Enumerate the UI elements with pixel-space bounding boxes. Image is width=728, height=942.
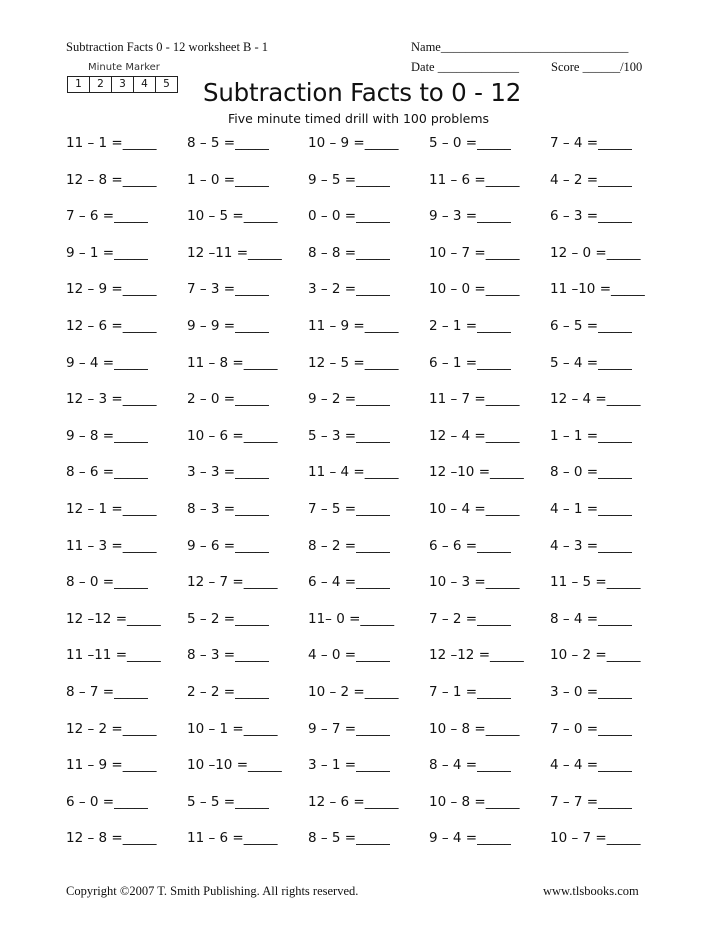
problem-item: 9 – 2 =_____ — [308, 391, 390, 408]
problem-item: 10 – 0 =_____ — [429, 281, 520, 298]
problem-item: 12 – 6 =_____ — [66, 317, 157, 334]
problem-item: 3 – 2 =_____ — [308, 281, 390, 298]
problem-item: 9 – 4 =_____ — [429, 830, 511, 847]
minute-marker-cell: 5 — [163, 78, 170, 90]
problem-item: 10 – 9 =_____ — [308, 135, 399, 151]
problem-item: 10 – 2 =_____ — [550, 647, 641, 664]
problem-item: 12 –10 =_____ — [429, 464, 524, 481]
problem-item: 12 –12 =_____ — [66, 610, 161, 627]
problem-item: 5 – 3 =_____ — [308, 427, 390, 444]
problem-item: 8 – 3 =_____ — [187, 500, 269, 517]
problem-row — [66, 355, 678, 392]
problem-item: 12 – 2 =_____ — [66, 720, 157, 737]
problem-item: 10 –10 =_____ — [187, 757, 282, 774]
name-field: Name______________________________ — [411, 40, 629, 54]
problem-item: 12 – 3 =_____ — [66, 391, 157, 408]
problem-row — [66, 611, 678, 648]
problem-item: 10 – 3 =_____ — [429, 574, 520, 591]
problem-item: 10 – 2 =_____ — [308, 683, 399, 700]
problem-item: 0 – 0 =_____ — [308, 208, 390, 225]
problem-item: 11 – 5 =_____ — [550, 574, 641, 591]
problem-item: 3 – 3 =_____ — [187, 464, 269, 481]
copyright-notice: Copyright ©2007 T. Smith Publishing. All rights reserved. — [66, 884, 359, 898]
problem-item: 11 – 9 =_____ — [66, 757, 157, 774]
problem-item: 3 – 1 =_____ — [308, 757, 390, 774]
problem-item: 9 – 5 =_____ — [308, 171, 390, 188]
date-field: Date _____________ — [411, 60, 519, 74]
problem-item: 7 – 7 =_____ — [550, 793, 632, 810]
problem-item: 2 – 1 =_____ — [429, 317, 511, 334]
problem-item: 11 –10 =_____ — [550, 281, 645, 298]
problem-item: 9 – 9 =_____ — [187, 317, 269, 334]
problem-row — [66, 794, 678, 831]
problem-item: 6 – 5 =_____ — [550, 317, 632, 334]
problem-row — [66, 830, 678, 867]
problem-item: 12 – 0 =_____ — [550, 244, 641, 261]
problem-item: 5 – 0 =_____ — [429, 135, 511, 151]
problem-item: 7 – 2 =_____ — [429, 610, 511, 627]
problem-grid — [66, 135, 678, 867]
problem-row — [66, 538, 678, 575]
problem-item: 7 – 4 =_____ — [550, 135, 632, 151]
problem-item: 7 – 0 =_____ — [550, 720, 632, 737]
problem-item: 11 –11 =_____ — [66, 647, 161, 664]
problem-item: 9 – 7 =_____ — [308, 720, 390, 737]
problem-item: 4 – 1 =_____ — [550, 500, 632, 517]
problem-row — [66, 208, 678, 245]
problem-item: 9 – 8 =_____ — [66, 427, 148, 444]
problem-item: 8 – 5 =_____ — [187, 135, 269, 151]
problem-item: 12 – 6 =_____ — [308, 793, 399, 810]
problem-row — [66, 391, 678, 428]
problem-item: 11 – 8 =_____ — [187, 354, 278, 371]
problem-item: 12 – 4 =_____ — [550, 391, 641, 408]
problem-item: 6 – 0 =_____ — [66, 793, 148, 810]
problem-item: 12 – 5 =_____ — [308, 354, 399, 371]
problem-item: 10 – 8 =_____ — [429, 720, 520, 737]
minute-marker-cell: 3 — [112, 77, 134, 92]
problem-item: 7 – 1 =_____ — [429, 683, 511, 700]
problem-item: 7 – 3 =_____ — [187, 281, 269, 298]
problem-row — [66, 647, 678, 684]
problem-item: 12 – 4 =_____ — [429, 427, 520, 444]
page-subtitle: Five minute timed drill with 100 problems — [228, 111, 490, 126]
problem-item: 12 –12 =_____ — [429, 647, 524, 664]
problem-item: 9 – 4 =_____ — [66, 354, 148, 371]
problem-item: 8 – 5 =_____ — [308, 830, 390, 847]
problem-item: 4 – 0 =_____ — [308, 647, 390, 664]
problem-item: 5 – 4 =_____ — [550, 354, 632, 371]
problem-item: 8 – 8 =_____ — [308, 244, 390, 261]
minute-marker-cell: 1 — [68, 77, 90, 92]
minute-marker-boxes — [67, 76, 178, 93]
minute-marker-label: Minute Marker — [88, 62, 160, 73]
problem-row — [66, 501, 678, 538]
problem-item: 11 – 4 =_____ — [308, 464, 399, 481]
problem-item: 11 – 9 =_____ — [308, 317, 399, 334]
problem-item: 1 – 1 =_____ — [550, 427, 632, 444]
problem-row — [66, 172, 678, 209]
problem-row — [66, 684, 678, 721]
problem-item: 11 – 7 =_____ — [429, 391, 520, 408]
problem-item: 12 – 9 =_____ — [66, 281, 157, 298]
problem-item: 6 – 6 =_____ — [429, 537, 511, 554]
problem-item: 10 – 4 =_____ — [429, 500, 520, 517]
minute-marker-cell: 2 — [90, 77, 112, 92]
problem-item: 2 – 0 =_____ — [187, 391, 269, 408]
problem-item: 10 – 6 =_____ — [187, 427, 278, 444]
problem-item: 3 – 0 =_____ — [550, 683, 632, 700]
problem-item: 10 – 5 =_____ — [187, 208, 278, 225]
problem-item: 5 – 5 =_____ — [187, 793, 269, 810]
problem-item: 6 – 4 =_____ — [308, 574, 390, 591]
problem-item: 4 – 2 =_____ — [550, 171, 632, 188]
problem-row — [66, 574, 678, 611]
problem-item: 11 – 6 =_____ — [187, 830, 278, 847]
website-link: www.tlsbooks.com — [543, 884, 639, 898]
problem-item: 8 – 0 =_____ — [550, 464, 632, 481]
minute-marker-cell: 4 — [134, 77, 156, 92]
problem-item: 12 – 8 =_____ — [66, 171, 157, 188]
problem-item: 10 – 7 =_____ — [429, 244, 520, 261]
problem-row — [66, 318, 678, 355]
problem-item: 7 – 6 =_____ — [66, 208, 148, 225]
problem-item: 8 – 2 =_____ — [308, 537, 390, 554]
problem-row — [66, 721, 678, 758]
problem-row — [66, 135, 678, 172]
problem-item: 4 – 4 =_____ — [550, 757, 632, 774]
problem-item: 10 – 1 =_____ — [187, 720, 278, 737]
worksheet-header-title: Subtraction Facts 0 - 12 worksheet B - 1 — [66, 40, 269, 54]
problem-item: 12 – 7 =_____ — [187, 574, 278, 591]
problem-item: 12 – 8 =_____ — [66, 830, 157, 847]
problem-item: 1 – 0 =_____ — [187, 171, 269, 188]
problem-item: 8 – 0 =_____ — [66, 574, 148, 591]
problem-item: 6 – 1 =_____ — [429, 354, 511, 371]
problem-row — [66, 757, 678, 794]
problem-row — [66, 245, 678, 282]
page-title: Subtraction Facts to 0 - 12 — [203, 78, 522, 107]
problem-row — [66, 281, 678, 318]
problem-item: 9 – 1 =_____ — [66, 244, 148, 261]
problem-item: 2 – 2 =_____ — [187, 683, 269, 700]
problem-item: 8 – 4 =_____ — [550, 610, 632, 627]
problem-item: 11 – 6 =_____ — [429, 171, 520, 188]
problem-item: 11 – 1 =_____ — [66, 135, 157, 151]
problem-item: 5 – 2 =_____ — [187, 610, 269, 627]
problem-item: 9 – 6 =_____ — [187, 537, 269, 554]
problem-row — [66, 464, 678, 501]
problem-item: 8 – 3 =_____ — [187, 647, 269, 664]
problem-item: 8 – 7 =_____ — [66, 683, 148, 700]
problem-item: 8 – 6 =_____ — [66, 464, 148, 481]
problem-item: 6 – 3 =_____ — [550, 208, 632, 225]
problem-item: 9 – 3 =_____ — [429, 208, 511, 225]
problem-row — [66, 428, 678, 465]
problem-item: 4 – 3 =_____ — [550, 537, 632, 554]
problem-item: 12 – 1 =_____ — [66, 500, 157, 517]
problem-item: 10 – 8 =_____ — [429, 793, 520, 810]
problem-item: 8 – 4 =_____ — [429, 757, 511, 774]
problem-item: 7 – 5 =_____ — [308, 500, 390, 517]
problem-item: 10 – 7 =_____ — [550, 830, 641, 847]
problem-item: 11– 0 =_____ — [308, 610, 395, 627]
problem-item: 11 – 3 =_____ — [66, 537, 157, 554]
score-field: Score ______/100 — [551, 60, 643, 74]
problem-item: 12 –11 =_____ — [187, 244, 282, 261]
